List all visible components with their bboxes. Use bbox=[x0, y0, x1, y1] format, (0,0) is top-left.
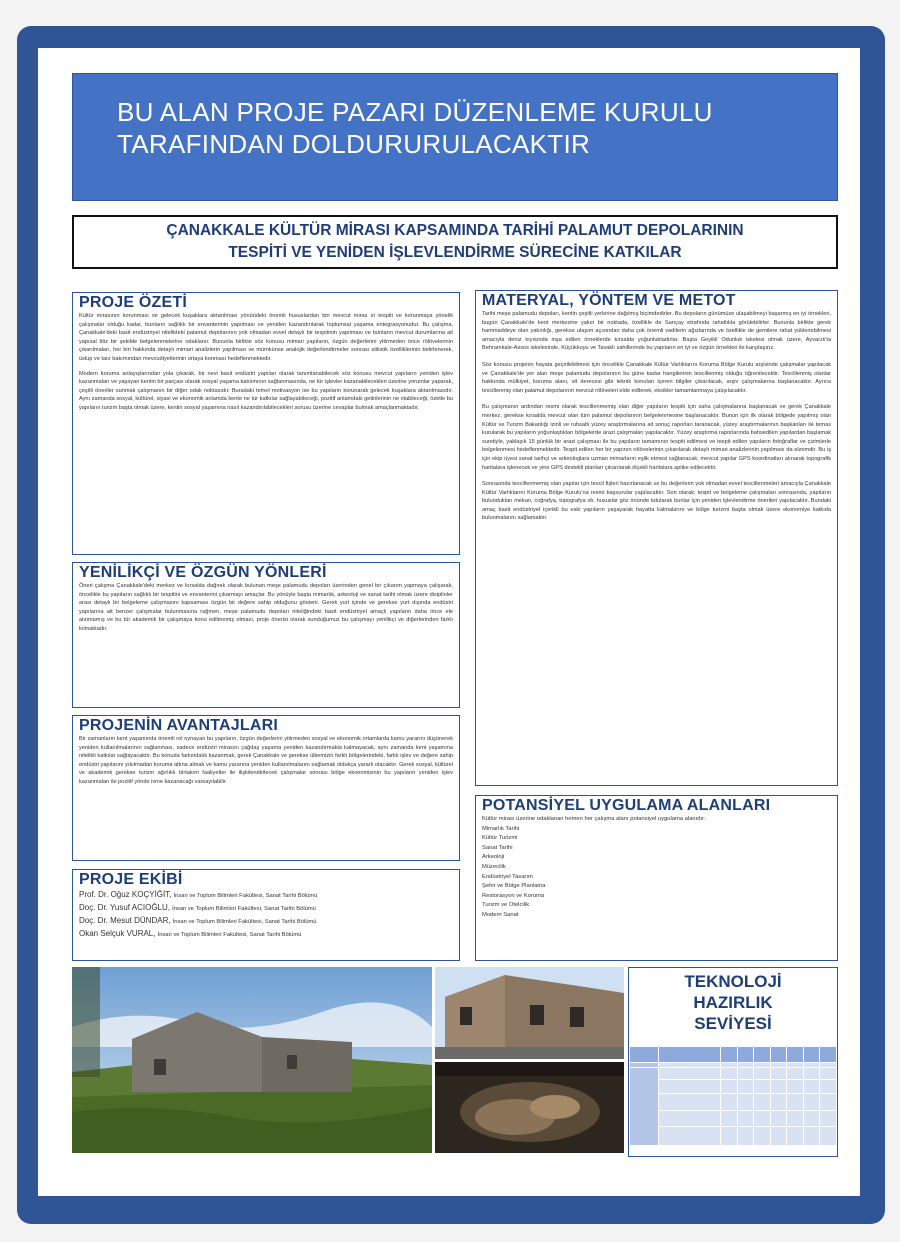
paragraph: Tarihi meşe palamudu depoları, kentin çeşitli yerlerine dağılmış biçimdedirler. Bu depoların günümüze ulaşabilmeyi başarmış en iyi örnekleri, bugün Çanakkale'de kent merkezine yakın bir noktada, özellikle de Sarıçay etrafında rahatlıkla görülebilirler. Bununla birlikte gerek hammaddeye olan yakınlığı, gerekse ulaşım açısından daha çok önemli vadilerin ağızlarında ve özellikle de gemilere rahat yüklenebilmesi amacıyla deniz kıyısında inşa edilen örneklerde kırsalda yoğunluktadırlar. Başta Geyikli Odunluk iskelesi olmak üzere, Ayvacık'ta Behramkale-Assos iskelesinde, Küçükkuyu ve Tavaklı sahillerinde bu yapıların en iyi ve özgün örnekleri ile karşılaşırız. bbox=[482, 311, 831, 352]
list-item: Restorasyon ve Koruma bbox=[482, 892, 545, 899]
list-item: Endüstriyel Tasarım bbox=[482, 873, 533, 880]
member-name: Doç. Dr. Mesut DÜNDAR, bbox=[79, 916, 171, 925]
trl-table bbox=[629, 1046, 837, 1146]
section-materyal-yontem bbox=[475, 290, 838, 786]
section-heading: PROJENİN AVANTAJLARI bbox=[79, 717, 278, 734]
photo-ruined-depot bbox=[72, 967, 432, 1153]
team-member bbox=[73, 928, 459, 941]
application-list bbox=[476, 815, 837, 921]
photo-strip bbox=[72, 967, 624, 1153]
member-name: Prof. Dr. Oğuz KOÇYİĞİT, bbox=[79, 890, 172, 899]
list-item: Sanat Tarihi bbox=[482, 844, 513, 851]
section-yenilikci bbox=[72, 562, 460, 708]
section-proje-ekibi bbox=[72, 869, 460, 961]
paragraph: Söz konusu projenin hayata geçirilebilmesi için öncelikle Çanakkale Kültür Varlıklarını Koruma Bölge Kurulu arşivinde çalışmalar yapılacak ve Çanakkale'de yer alan meşe palamudu depolarının bu güne kadar hangilerinin tescillenmiş olduğu öğrenilecektir. Tescillenmiş olanlar hakkında mülkiyet, koruma alanı, sit derecesi gibi teknik konuları içeren bilgiler çıkarılacak, arşiv çalışmalarına başlanacaktır. Ayrıca tescillenmiş olan palamut depolarının mevcut rölöveleri elde edilerek, eksikler tamamlanmaya çalışılacaktır. bbox=[482, 361, 831, 394]
list-item: Modern Sanat bbox=[482, 911, 519, 918]
team-member bbox=[73, 902, 459, 915]
project-title-line-2: TESPİTİ VE YENİDEN İŞLEVLENDİRME SÜRECİNE KATKILAR bbox=[228, 244, 682, 261]
team-member bbox=[73, 915, 459, 928]
paragraph: Kültür mirasının korunması ve gelecek kuşaklara aktarılması yönündeki önemli hususlardan biri mevcut miras ın tespiti ve korunmaya yönelik çalışmalar olduğu kadar, bunların sağlıklı bir envanterinin yapılması ve yeniden kazandırılarak toplumsal yaşama entegrasyonudur. Bu çalışma, Çanakkale'deki basit endüstriyel nitelikteki palamut depolarının yok olmadan evvel detaylı bir tespitinin yapılması ve bunların mevcut durumlarına ait yapısal titiz bir şekilde belgelenmelerine odaklanır. Bununla birlikte söz konusu mimari yapıların, özgün değerlerini yitirmeden önce rölövelerinin çıkarılmaları, her biri hakkında detaylı mimari analizlerin yapılması ve mümkünse analojik değerlendirmeler sonrası stilistik özelliklerinin belirlenerek, üslup ve tarz bakımından mevcudiyetlerinin ortaya konması hedeflenmektedir. bbox=[79, 313, 453, 362]
trl-panel bbox=[628, 967, 838, 1157]
paragraph: Modern koruma anlayışlarından yola çıkarak, bir nevi basit endüstri yapıları olarak tanımlanabilecek söz konusu mevcut yapıların yeniden işlev kazanmaları ve yaşayan kentin bir parçası olarak sosyal yaşama katılımının sağlanmasında, ne tür işlevler kazanabilecekleri üzerine yorumlar yaparak, çeşitli öneriler sunmak çalışmanın bir diğer odak noktasıdır. Buradaki temel motivasyon ise bu yapıların korunarak gelecek kuşaklara aktarılmasıdır. Aynı zamanda sosyal, kültürel, siyasi ve ekonomik anlamda kente ne tür katkılar sağlayabileceği, pozitif anlamdaki getirilerinin ne olabileceği, özetle bu yapıların turizm başta olmak üzere, kentin sosyal yaşamına nasıl kazandırılabilecekleri sorusu üzerine cevaplar bulmak amaçlanmaktadır. bbox=[79, 370, 453, 411]
member-affiliation: İnsan ve Toplum Bilimleri Fakültesi, Sanat Tarihi Bölümü bbox=[172, 906, 316, 912]
section-avantajlar bbox=[72, 715, 460, 861]
member-name: Doç. Dr. Yusuf ACIOĞLU, bbox=[79, 903, 170, 912]
list-item: Turizm ve Otelcilik bbox=[482, 902, 530, 909]
paragraph: Sonrasında tescillenmemiş olan yapılar için tescil fişleri hazırlanacak ve bu değerlerin yok olmadan evvel tescillenmeleri amacıyla Çanakkale Kültür Varlıklarını Koruma Bölge Kurulu'na resmi başvurular yapılacaktır. Son olarak; tespit ve belgeleme çalışmaları sonrasında, yapıların bulundukları mekan, coğrafya, topografya vb. hususlar göz önünde tutularak bunlar için yeniden işlevlendirme önerileri yapılacaktır. Bundaki amaç basit endüstriyel içerikli bu eski yapıların yaşayarak hayatta kalmalarını ve bölge turizmi başta olmak üzere ekonomiye katkıda bulunmalarını sağlamaktır. bbox=[482, 481, 831, 522]
list-item: Kültür Turizmi bbox=[482, 835, 518, 842]
member-affiliation: İnsan ve Toplum Bilimleri Fakültesi, Sanat Tarihi Bölümü bbox=[172, 919, 317, 925]
section-heading: MATERYAL, YÖNTEM VE METOT bbox=[482, 292, 736, 309]
list-item: Şehir ve Bölge Planlama bbox=[482, 883, 546, 890]
project-title-line-1: ÇANAKKALE KÜLTÜR MİRASI KAPSAMINDA TARİHİ PALAMUT DEPOLARININ bbox=[166, 222, 744, 239]
paragraph: Öneri çalışma Çanakkale'deki merkez ve kırsalda dağınık olarak bulunan meşe palamudu depoları üzerinden genel bir çıkarım yapmaya çalışarak, öncelikle bu yapıların sağlıklı bir tespitini ve envanterini çıkarmayı amaçlar. Bu yönüyle başta mimarlık, arkeoloji ve sanat tarihi olmak üzere disiplinler arası detaylı bir belgeleme çalışmasını kapsaması özgün bir değere sahip olduğunu gösterir. Gerek yurt içinde ve gerekse yurt dışında endüstri yapılarına ait benzer çalışmalar bulunmasına rağmen, meşe palamudu depoları niteliğindeki basit endüstriyel amaçlı yapıların daha önce ele alınmamış ve bu tür akademik bir çalışmaya konu edilmemiş olması, proje önerisi olarak sunduğumuz bu çalışmayı yenilikçi ve diğerlerinden farklı kılmaktadır. bbox=[79, 583, 453, 632]
photo-stone-depot bbox=[435, 967, 624, 1059]
section-heading: YENİLİKÇİ VE ÖZGÜN YÖNLERİ bbox=[79, 564, 327, 581]
paragraph: Bir zamanların kent yaşamında önemli rol oynayan bu yapıların, özgün değerlerini yitirmeden sosyal ve ekonomik ortamlarda kamu yararını düşünerek yeniden kullanılmalarının sağlanması, sadece endüstri mirasını çağdaş yaşama yeniden kazandırmakla kalmayacak, aynı zamanda kent yaşamına nitelikli katkılar sağlayacaktır. Bu konuda farkındalık kazanmak, gerek Çanakkale ve gerekse ülkemizin farklı bölgelerindeki, farklı işlev ve değere sahip endüstri yapılarını yıkılmadan koruma altına almak ve kamu yararına yeniden kullanılmalarını sağlamak oldukça yararlı olacaktır. Gerek sosyal, kültürel ve akademik gerekse turizm ağırlıklı birtakım faaliyetler ile ilişkilendirilecek çalışmalar sonrası bölge ekonomisinin bu yapıların yeniden işlev kazanmaları ile pozitif yönde ivme kazanacağı varsayılabilir. bbox=[79, 736, 453, 785]
list-item: Müzecilik bbox=[482, 863, 506, 870]
paragraph: Bu çalışmanın ardından resmi olarak tescillenmemiş olan diğer yapıların tespiti için saha çalışmalarına başlanacak ve gerek Çanakkale merkez, gerekse kırsalda mevcut olan tüm palamut depolarının belgelenmesine başlanacaktır. Bunun için ilk olarak bölgede yapılmış olan Kültür ve Turizm Bakanlığı izinli ve ruhsatlı yüzey araştırmalarına ait sonuç raporları taranacak, yüzey araştırmalarının başkanları ile temas kurularak bu yapıların yoğunlaştıkları bölgelerde arazi çalışmaları yapılacaktır. Yüzey araştırma raporlarında bahsedilen yapılardan başlamak suretiyle, yaklaşık 15 günlük bir arazi çalışması ile bu yapıların tamamının tespiti edilmesi ve tespit edilen yapıların fotoğraflar ve çizimlerle belgelenmesi hedeflenmektedir. Tespit edilen her bir yapının rölövelerinin çıkarılarak detaylı mimari analizlerinin yapılması da elzemdir. Bu iş için ekip üyesi sanat tarihçi ve arkeologlara uzman mimarların eşlik etmesi sağlanacak, mevcut yapılar GPS koordinatları alınarak topografik haritalara işlenecek ve yine GPS destekli planları çıkarılarak ölçekli haritalara aplike edilecektir. bbox=[482, 404, 831, 471]
member-name: Okan Selçuk VURAL, bbox=[79, 929, 156, 938]
section-heading: PROJE EKİBİ bbox=[79, 871, 183, 888]
team-member bbox=[73, 889, 459, 902]
header-banner bbox=[72, 73, 838, 201]
header-line-1: BU ALAN PROJE PAZARI DÜZENLEME KURULU bbox=[117, 97, 713, 127]
trl-title-line: SEVİYESİ bbox=[694, 1014, 772, 1033]
photo-depot-interior bbox=[435, 1062, 624, 1153]
section-proje-ozeti bbox=[72, 292, 460, 555]
trl-title-line: HAZIRLIK bbox=[693, 993, 773, 1012]
member-affiliation: İnsan ve Toplum Bilimleri Fakültesi, Sanat Tarihi Bölümü bbox=[173, 893, 318, 899]
trl-title-line: TEKNOLOJİ bbox=[684, 972, 782, 991]
project-title bbox=[72, 215, 838, 269]
section-heading: POTANSİYEL UYGULAMA ALANLARI bbox=[482, 797, 771, 814]
header-line-2: TARAFINDAN DOLDURURULACAKTIR bbox=[117, 129, 591, 159]
trl-title bbox=[629, 971, 837, 1034]
list-item: Arkeoloji bbox=[482, 854, 505, 861]
list-item: Mimarlık Tarihi bbox=[482, 825, 520, 832]
application-intro: Kültür mirası üzerine odaklanan hemen her çalışma alanı potansiyel uygulama alanıdır: bbox=[482, 816, 706, 822]
member-affiliation: İnsan ve Toplum Bilimleri Fakültesi, Sanat Tarihi Bölümü bbox=[157, 932, 302, 938]
section-potansiyel-alanlar bbox=[475, 795, 838, 961]
section-heading: PROJE ÖZETİ bbox=[79, 294, 187, 311]
